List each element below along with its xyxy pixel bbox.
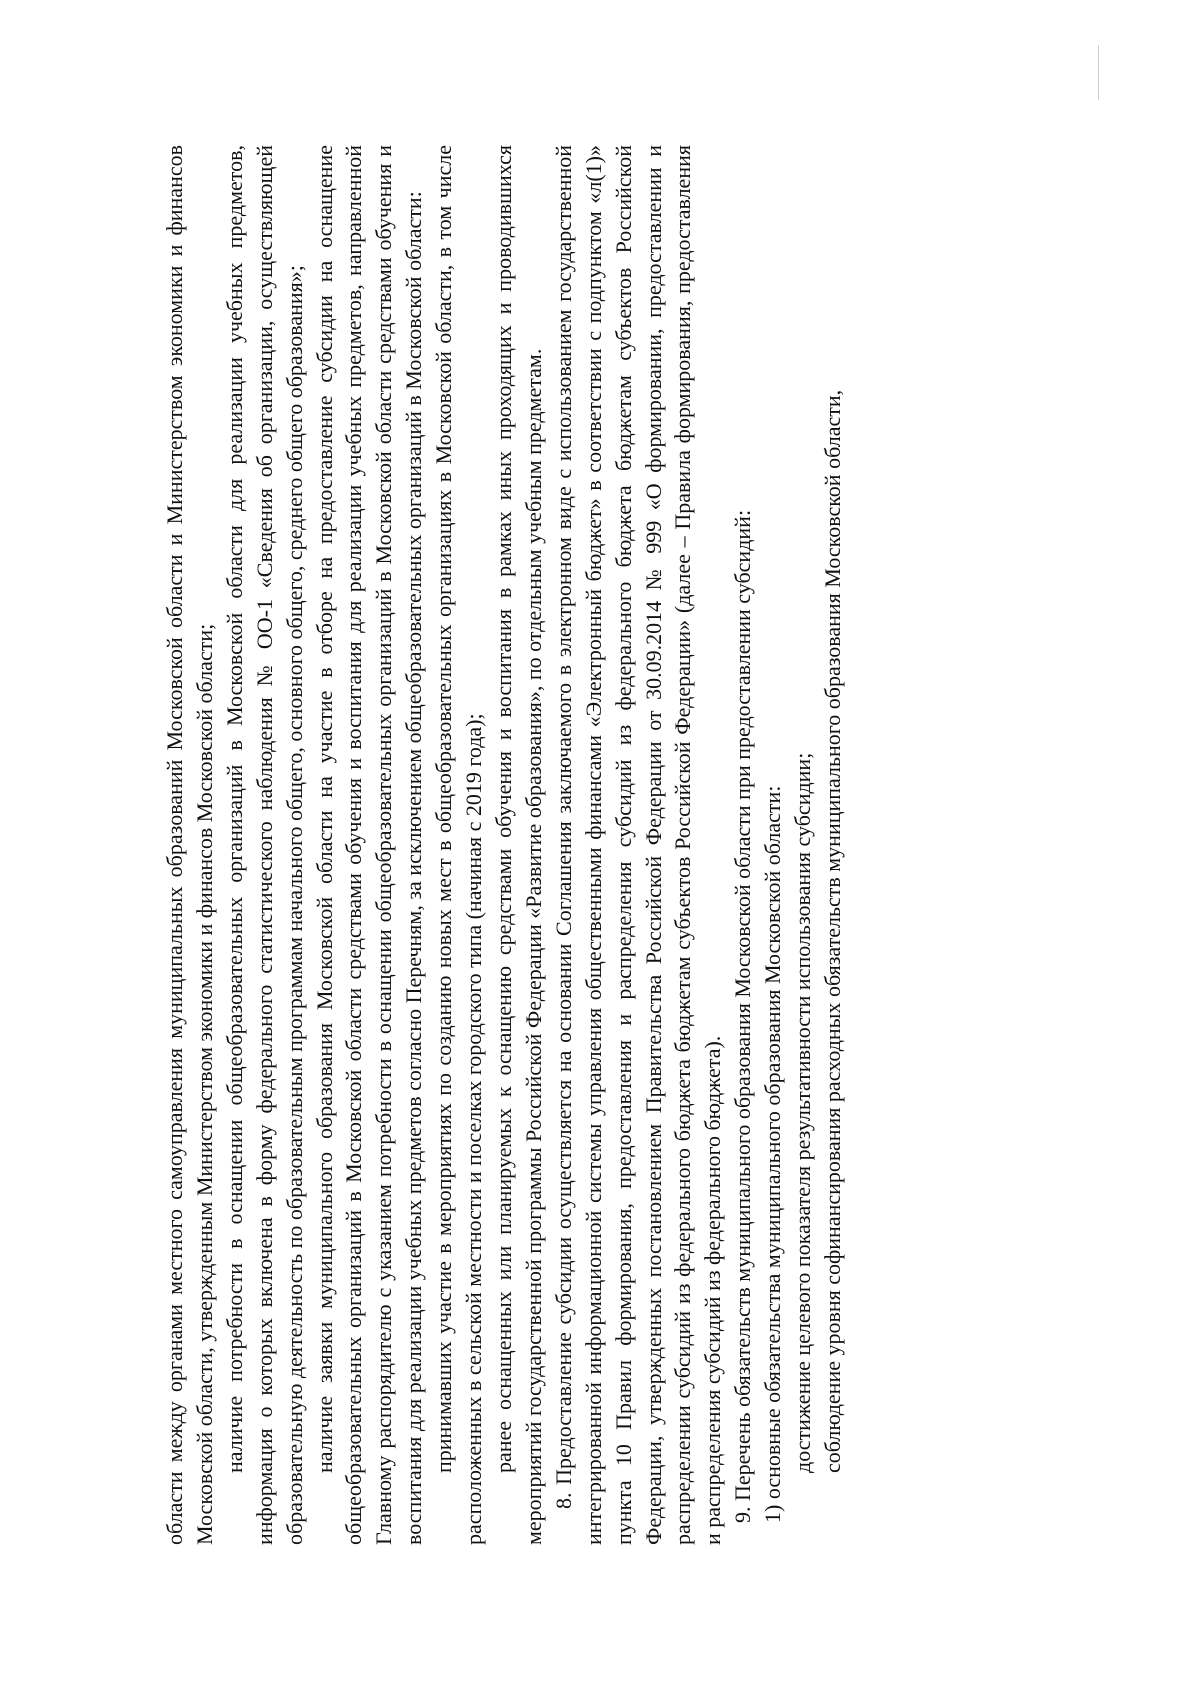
paragraph: наличие потребности в оснащении общеобразовательных организаций в Московской области для реализации учебных предметов, информация о которых включена в форму федерального статистического наблюдения № ОО-1 «Сведения об организации, осуществляющей образовательную деятельность по образовательным программам начального общего, основного общего, среднего общего образования»; xyxy=(221,145,307,1545)
paragraph: 8. Предоставление субсидии осуществляется на основании Соглашения заключаемого в электронном виде с использованием государственной интегрированной информационной системы управления общественными финансами «Электронный бюджет» в соответствии с подпунктом «л(1)» пункта 10 Правил формирования, предоставления и распределения субсидий из федерального бюджета бюджетам субъектов Российской Федерации, утвержденных постановлением Правительства Российской Федерации от 30.09.2014 № 999 «О формировании, предоставлении и распределении субсидий из федерального бюджета бюджетам субъектов Российской Федерации» (далее – Правила формирования, предоставления и распределения субсидий из федерального бюджета). xyxy=(550,145,726,1545)
scan-artifact-line xyxy=(1098,45,1099,100)
paragraph: 9. Перечень обязательств муниципального образования Московской области при предоставлении субсидий: xyxy=(730,509,756,1523)
paragraph: области между органами местного самоуправления муниципальных образований Московской области и Министерством экономики и финансов Московской области, утвержденным Министерством экономики и финансов Московской области; xyxy=(162,145,217,1545)
paragraph: принимавших участие в мероприятиях по созданию новых мест в общеобразовательных организациях в Московской области, в том числе расположенных в сельской местности и поселках городского типа (начиная с 2019 года); xyxy=(431,145,487,1545)
paragraph: наличие заявки муниципального образования Московской области на участие в отборе на предоставление субсидии на оснащение общеобразовательных организаций в Московской области средствами обучения и воспитания для реализации учебных предметов, направленной Главному распорядителю с указанием потребности в оснащении общеобразовательных организаций в Московской области средствами обучения и воспитания для реализации учебных предметов согласно Перечням, за исключением общеобразовательных организаций в Московской области: xyxy=(311,145,427,1545)
paragraph: соблюдение уровня софинансирования расходных обязательств муниципального образования Московской области, xyxy=(819,389,845,1473)
paragraph: ранее оснащенных или планируемых к оснащению средствами обучения и воспитания в рамках иных проходящих и проводившихся мероприятий государственной программы Российской Федерации «Развитие образования», по отдельным учебным предметам. xyxy=(490,145,546,1545)
paragraph: 1) основные обязательства муниципального образования Московской области: xyxy=(760,785,786,1523)
rotated-text-block xyxy=(160,145,1080,1545)
paragraph: достижение целевого показателя результативности использования субсидии; xyxy=(790,752,816,1473)
